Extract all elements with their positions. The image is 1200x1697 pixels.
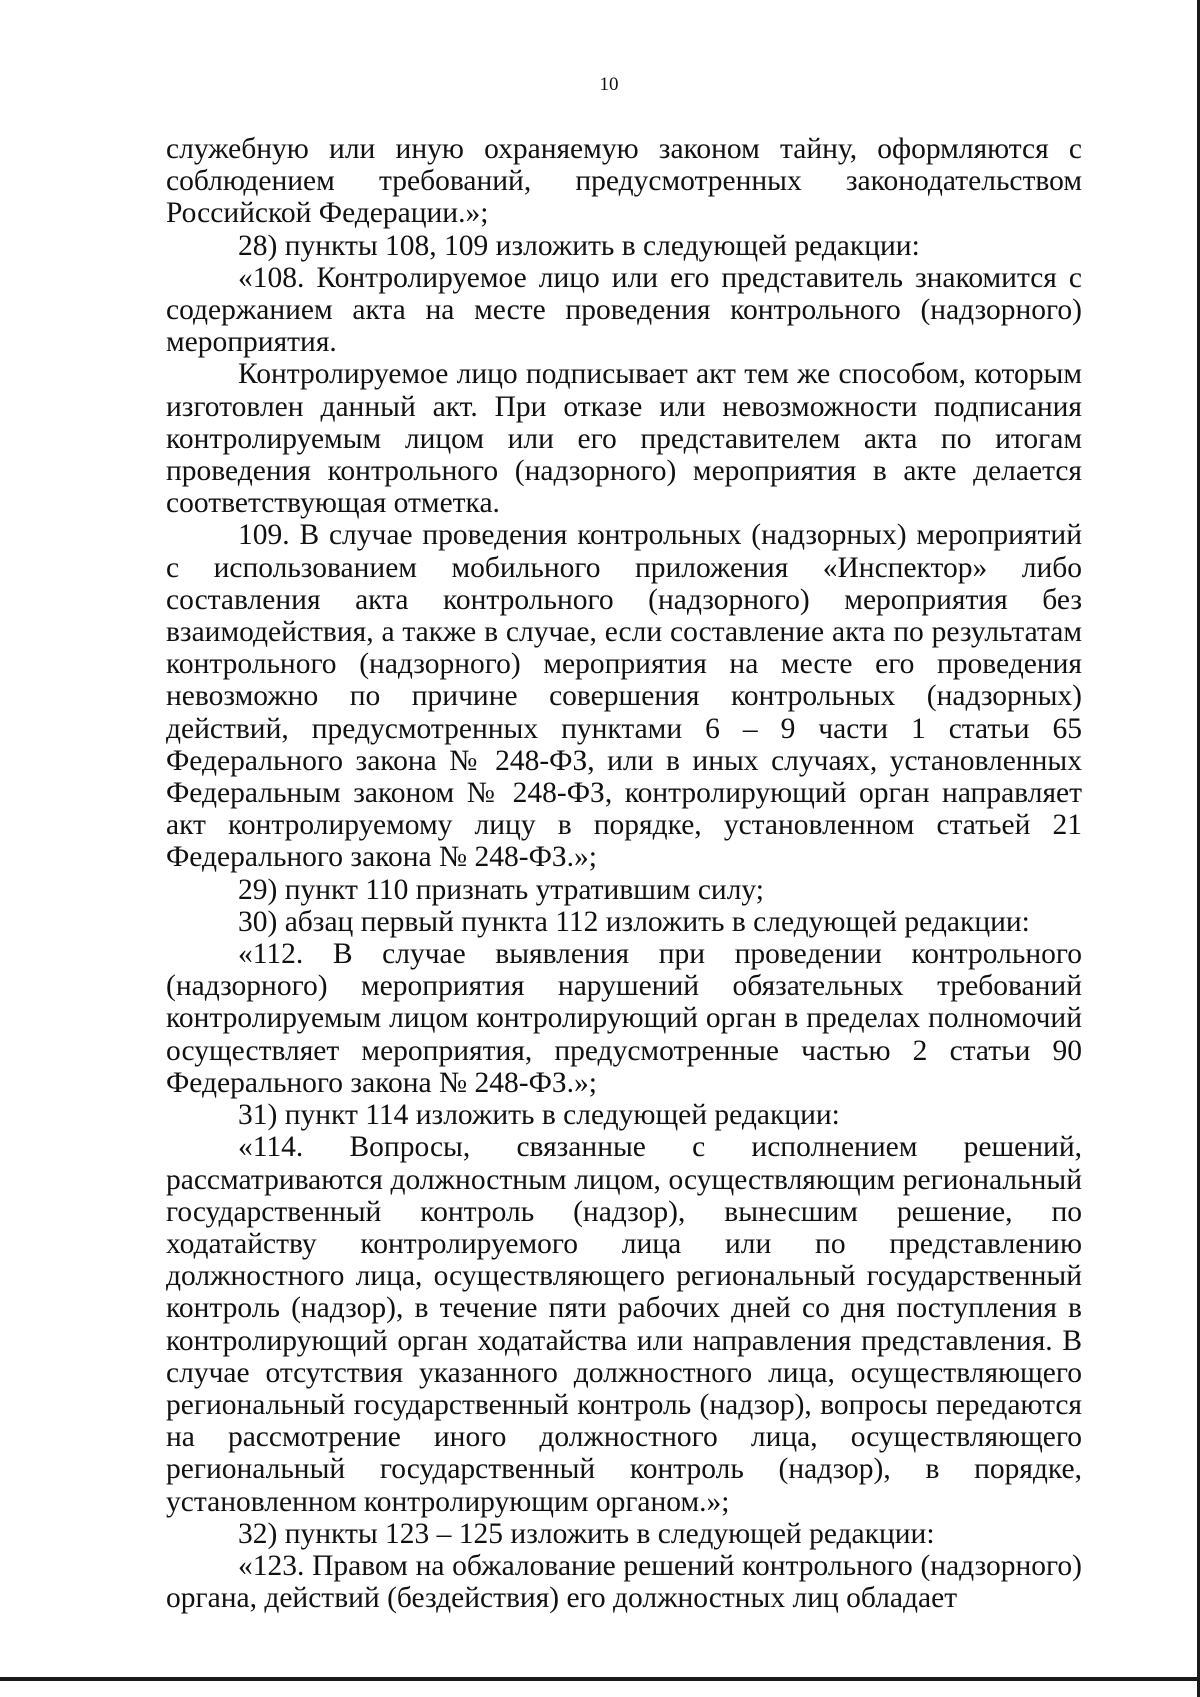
paragraph: 29) пункт 110 признать утратившим силу; — [238, 873, 764, 906]
paragraph: 28) пункты 108, 109 изложить в следующей редакции: — [238, 229, 920, 262]
paragraph: «112. В случае выявления при проведении контрольного (надзорного) мероприятия нарушений обязательных требований контролируемым лицом контролирующий орган в пределах полномочий осуществляет мероприятия, предусмотренные частью 2 статьи 90 Федерального закона № 248-ФЗ.»; — [166, 938, 1082, 1099]
paragraph: 30) абзац первый пункта 112 изложить в следующей редакции: — [238, 905, 1030, 938]
paragraph: Контролируемое лицо подписывает акт тем же способом, которым изготовлен данный акт. При отказе или невозможности подписания контролируемым лицом или его представителем акта по итогам проведения контрольного (надзорного) мероприятия в акте делается соответствующая отметка. — [166, 358, 1082, 520]
scan-edge-bottom — [0, 1677, 1200, 1681]
paragraph: 109. В случае проведения контрольных (надзорных) мероприятий с использованием мобильного приложения «Инспектор» либо составления акта контрольного (надзорного) мероприятия без взаимодействия, а также в случае, если составление акта по результатам контрольного (надзорного) мероприятия на месте его проведения невозможно по причине совершения контрольных (надзорных) действий, предусмотренных пунктами 6 – 9 части 1 статьи 65 Федерального закона № 248-ФЗ, или в иных случаях, установленных Федеральным законом № 248-ФЗ, контролирующий орган направляет акт контролируемому лицу в порядке, установленном статьей 21 Федерального закона № 248-ФЗ.»; — [166, 519, 1082, 874]
page-number: 10 — [599, 74, 619, 95]
paragraph: «114. Вопросы, связанные с исполнением решений, рассматриваются должностным лицом, осуществляющим региональный государственный контроль (надзор), вынесшим решение, по ходатайству контролируемого лица или по представлению должностного лица, осуществляющего региональный государственный контроль (надзор), в течение пяти рабочих дней со дня поступления в контролирующий орган ходатайства или направления представления. В случае отсутствия указанного должностного лица, осуществляющего региональный государственный контроль (надзор), вопросы передаются на рассмотрение иного должностного лица, осуществляющего региональный государственный контроль (надзор), в порядке, установленном контролирующим органом.»; — [166, 1131, 1082, 1518]
paragraph: 31) пункт 114 изложить в следующей редакции: — [238, 1099, 840, 1132]
document-body — [166, 133, 1082, 1614]
paragraph: «123. Правом на обжалование решений контрольного (надзорного) органа, действий (бездействия) его должностных лиц обладает — [166, 1549, 1082, 1615]
paragraph: «108. Контролируемое лицо или его представитель знакомится с содержанием акта на месте проведения контрольного (надзорного) мероприятия. — [166, 261, 1082, 359]
paragraph: 32) пункты 123 – 125 изложить в следующей редакции: — [238, 1517, 935, 1550]
paragraph: служебную или иную охраняемую законом тайну, оформляются с соблюдением требований, предусмотренных законодательством Российской Федерации.»; — [166, 133, 1082, 230]
